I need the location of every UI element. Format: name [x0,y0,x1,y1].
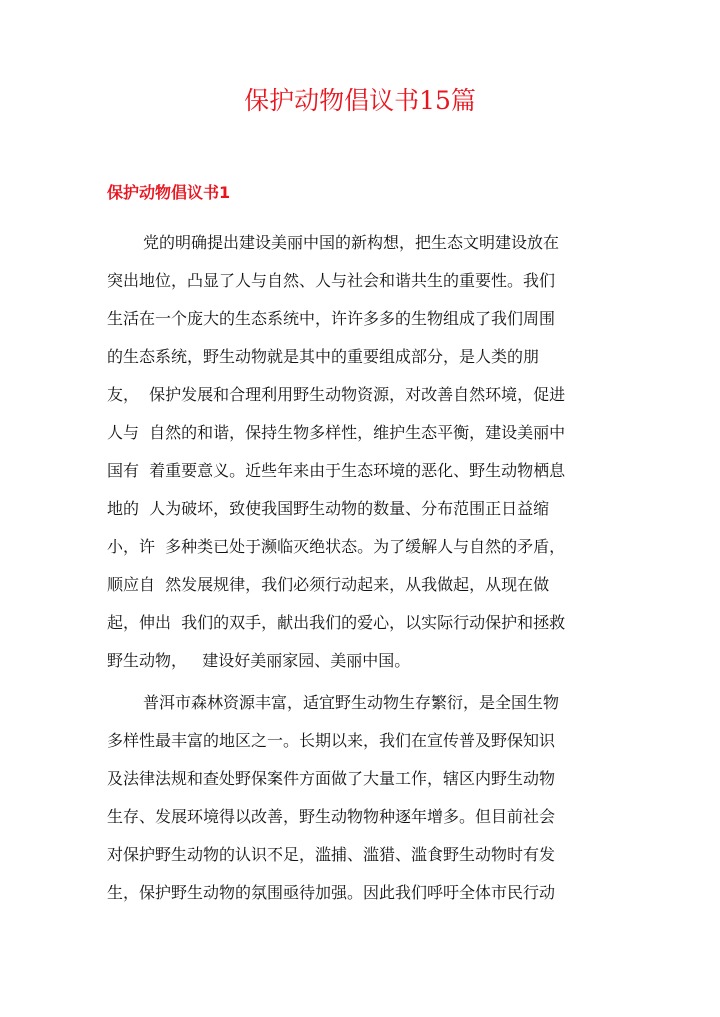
paragraph-line: 生存、发展环境得以改善，野生动物物种逐年增多。但目前社会 [107,807,556,826]
paragraph-line: 小，许 多种类已处于濒临灭绝状态。为了缓解人与自然的矛盾， [107,537,566,556]
paragraph-line: 国有 着重要意义。近些年来由于生态环境的恶化、野生动物栖息 [107,461,566,480]
paragraph-line: 顺应自 然发展规律，我们必须行动起来，从我做起，从现在做 [107,575,550,594]
paragraph-line: 人与 自然的和谐，保持生物多样性，维护生态平衡，建设美丽中 [107,423,566,442]
paragraph-line: 突出地位，凸显了人与自然、人与社会和谐共生的重要性。我们 [107,271,556,290]
paragraph-line: 生活在一个庞大的生态系统中，许许多多的生物组成了我们周围 [107,309,556,328]
paragraph-line: 普洱市森林资源丰富，适宜野生动物生存繁衍，是全国生物 [143,693,560,712]
section-heading: 保护动物倡议书1 [107,183,231,202]
paragraph-1 [107,224,617,680]
paragraph-line: 友， 保护发展和合理利用野生动物资源，对改善自然环境，促进 [107,385,566,404]
paragraph-line: 对保护野生动物的认识不足，滥捕、滥猎、滥食野生动物时有发 [107,845,556,864]
paragraph-line: 的生态系统，野生动物就是其中的重要组成部分，是人类的朋 [107,347,540,366]
paragraph-line: 野生动物， 建设好美丽家园、美丽中国。 [107,651,411,670]
paragraph-line: 及法律法规和查处野保案件方面做了大量工作，辖区内野生动物 [107,769,556,788]
paragraph-line: 生，保护野生动物的氛围亟待加强。因此我们呼吁全体市民行动 [107,883,556,902]
document-title: 保护动物倡议书15篇 [244,86,476,115]
paragraph-line: 起，伸出 我们的双手，献出我们的爱心，以实际行动保护和拯救 [107,613,566,632]
paragraph-line: 党的明确提出建设美丽中国的新构想，把生态文明建设放在 [143,233,560,252]
paragraph-line: 地的 人为破坏，致使我国野生动物的数量、分布范围正日益缩 [107,499,550,518]
paragraph-line: 多样性最丰富的地区之一。长期以来，我们在宣传普及野保知识 [107,731,556,750]
paragraph-2 [107,684,617,912]
